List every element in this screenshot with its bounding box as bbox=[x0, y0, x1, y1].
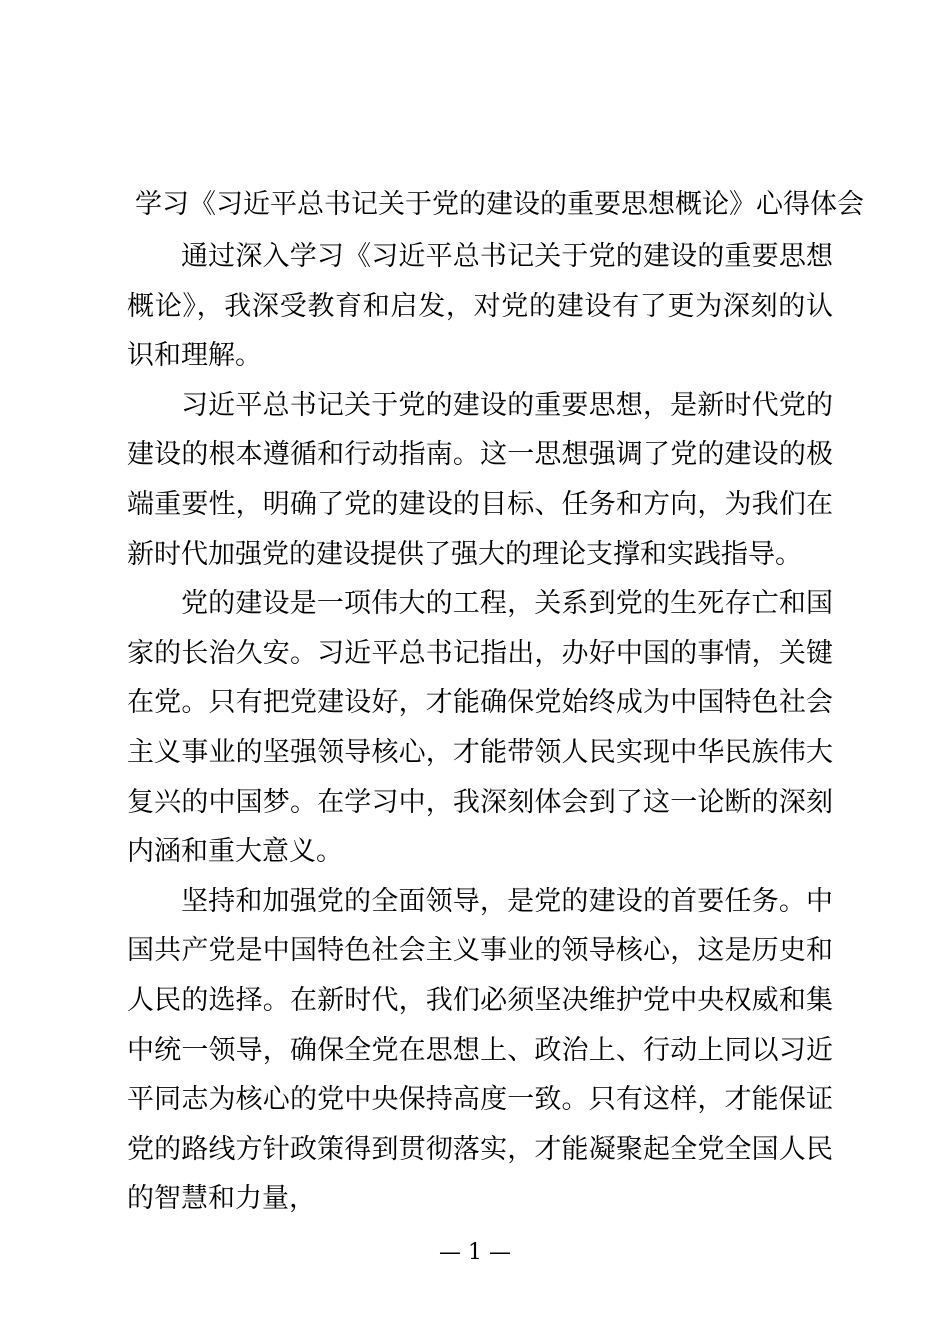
paragraph-2: 习近平总书记关于党的建设的重要思想，是新时代党的建设的根本遵循和行动指南。这一思想强调了党的建设的极端重要性，明确了党的建设的目标、任务和方向，为我们在新时代加强党的建设提供了强大的理论支撑和实践指导。 bbox=[127, 389, 833, 570]
paragraph-4: 坚持和加强党的全面领导，是党的建设的首要任务。中国共产党是中国特色社会主义事业的领导核心，这是历史和人民的选择。在新时代，我们必须坚决维护党中央权威和集中统一领导，确保全党在思想上、政治上、行动上同以习近平同志为核心的党中央保持高度一致。只有这样，才能保证党的路线方针政策得到贯彻落实，才能凝聚起全党全国人民的智慧和力量， bbox=[127, 885, 833, 1215]
document-title: 学习《习近平总书记关于党的建设的重要思想概论》心得体会 bbox=[135, 189, 864, 220]
page-number: — 1 — bbox=[439, 1240, 511, 1265]
document-body bbox=[127, 232, 833, 1224]
paragraph-3: 党的建设是一项伟大的工程，关系到党的生死存亡和国家的长治久安。习近平总书记指出，办好中国的事情，关键在党。只有把党建设好，才能确保党始终成为中国特色社会主义事业的坚强领导核心，才能带领人民实现中华民族伟大复兴的中国梦。在学习中，我深刻体会到了这一论断的深刻内涵和重大意义。 bbox=[127, 588, 833, 868]
paragraph-1: 通过深入学习《习近平总书记关于党的建设的重要思想概论》，我深受教育和启发，对党的建设有了更为深刻的认识和理解。 bbox=[127, 241, 833, 372]
